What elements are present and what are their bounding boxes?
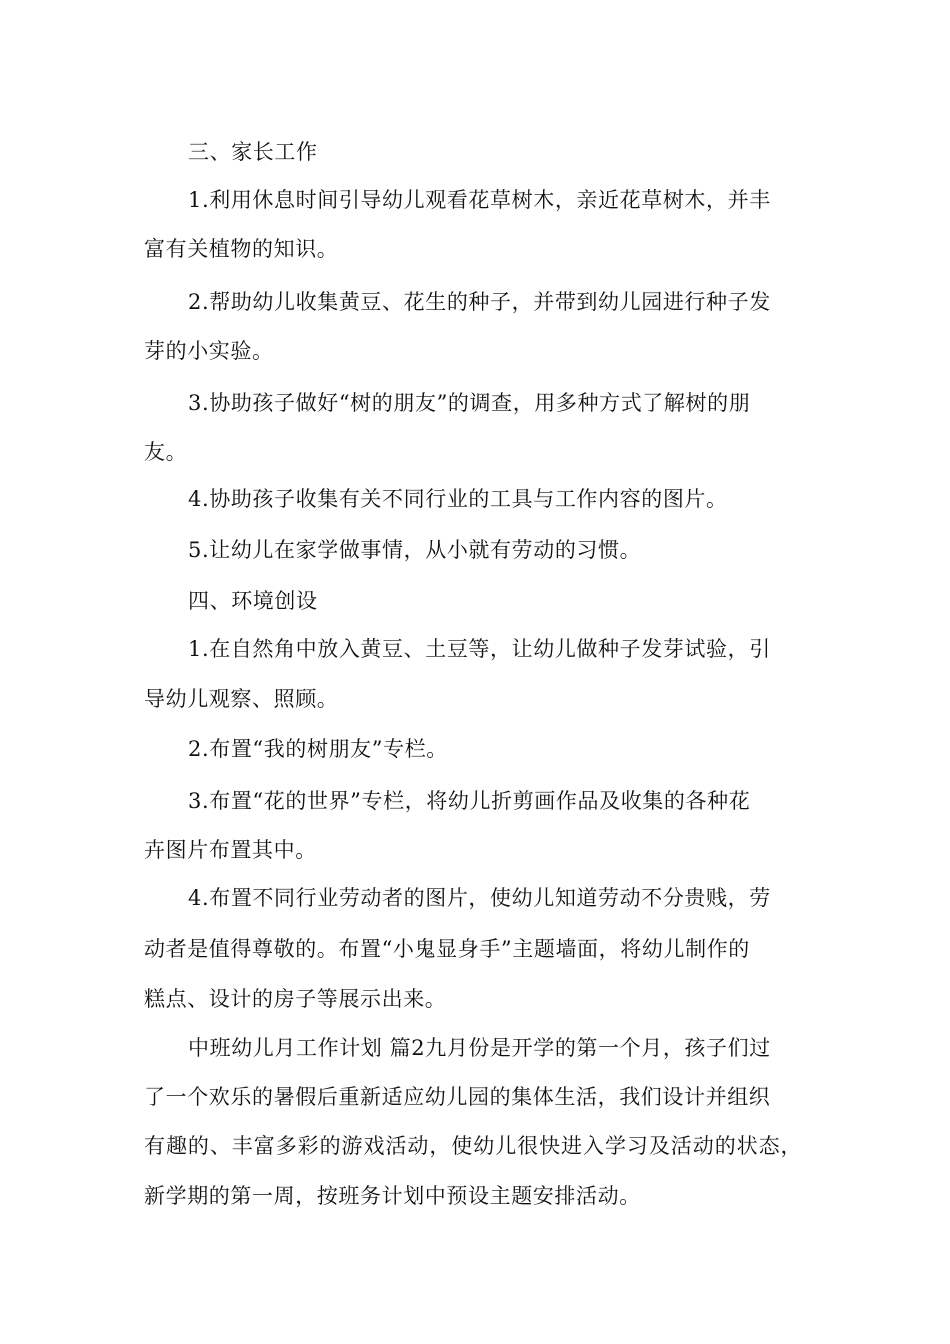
paragraph-line: 导幼儿观察、照顾。: [144, 687, 339, 711]
paragraph-line: 5.让幼儿在家学做事情，从小就有劳动的习惯。: [188, 538, 642, 562]
paragraph-line: 4.协助孩子收集有关不同行业的工具与工作内容的图片。: [188, 487, 728, 511]
paragraph-line: 有趣的、丰富多彩的游戏活动，使幼儿很快进入学习及活动的状态，: [144, 1134, 803, 1158]
paragraph-line: 1.在自然角中放入黄豆、土豆等，让幼儿做种子发芽试验，引: [188, 637, 771, 661]
paragraph-line: 3.布置“花的世界”专栏，将幼儿折剪画作品及收集的各种花: [188, 789, 751, 813]
paragraph-line: 糕点、设计的房子等展示出来。: [144, 987, 447, 1011]
paragraph-line: 新学期的第一周，按班务计划中预设主题安排活动。: [144, 1184, 641, 1208]
paragraph-line: 动者是值得尊敬的。布置“小鬼显身手”主题墙面，将幼儿制作的: [144, 937, 750, 961]
paragraph-line: 1.利用休息时间引导幼儿观看花草树木，亲近花草树木，并丰: [188, 188, 771, 212]
section-heading-parent-work: 三、家长工作: [188, 140, 318, 164]
paragraph-line: 富有关植物的知识。: [144, 237, 339, 261]
section-heading-environment: 四、环境创设: [188, 589, 318, 613]
paragraph-line: 卉图片布置其中。: [144, 838, 317, 862]
paragraph-line: 了一个欢乐的暑假后重新适应幼儿园的集体生活，我们设计并组织: [144, 1085, 771, 1109]
paragraph-line: 2.帮助幼儿收集黄豆、花生的种子，并带到幼儿园进行种子发: [188, 290, 771, 314]
paragraph-line: 友。: [144, 440, 188, 464]
paragraph-line: 3.协助孩子做好“树的朋友”的调查，用多种方式了解树的朋: [188, 391, 751, 415]
paragraph-line: 4.布置不同行业劳动者的图片，使幼儿知道劳动不分贵贱，劳: [188, 886, 771, 910]
paragraph-line: 芽的小实验。: [144, 339, 274, 363]
paragraph-line: 2.布置“我的树朋友”专栏。: [188, 737, 448, 761]
paragraph-line: 中班幼儿月工作计划 篇2九月份是开学的第一个月，孩子们过: [188, 1036, 771, 1060]
